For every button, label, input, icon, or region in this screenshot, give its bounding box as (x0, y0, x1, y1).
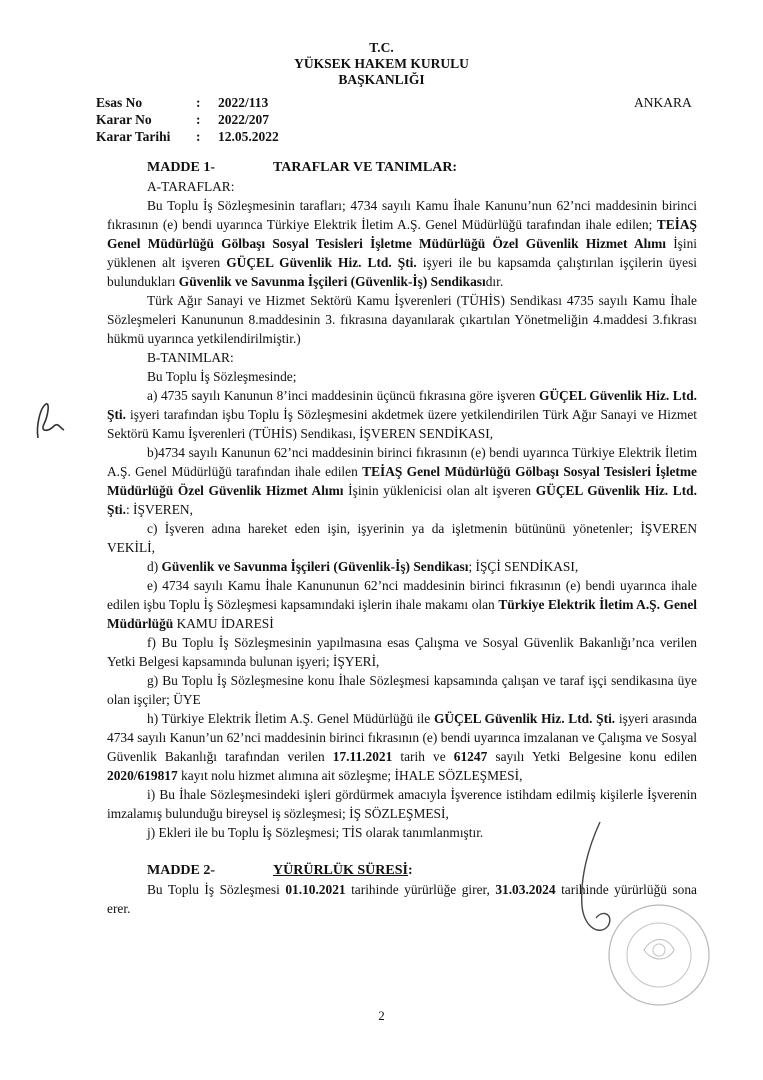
text: d) (147, 559, 162, 574)
definition-h (107, 709, 697, 785)
authority-date: 17.11.2021 (332, 749, 393, 764)
colon: : (196, 129, 201, 144)
tarih-label: Karar Tarihi (96, 129, 171, 144)
esas-label: Esas No (96, 95, 143, 110)
article-2-number: MADDE 2- (147, 863, 216, 878)
authority-name: Türkiye Elektrik İletim A.Ş. Genel Müdürlüğü (107, 597, 697, 631)
tuhis-paragraph: Türk Ağır Sanayi ve Hizmet Sektörü Kamu İşverenleri (TÜHİS) Sendikası 4735 sayılı Kamu İhale Sözleşmeleri Kanununun 8.maddesinin 3. fıkrasına dayanılarak çıkartılan Yönetmeliğin 4.maddesi 3.fıkrası hükmü uyarınca yetkilendirilmiştir.) (107, 293, 697, 346)
section-b-title: B-TANIMLAR: (147, 350, 234, 365)
text: tarihinde yürürlüğe girer, (345, 882, 496, 897)
definition-e (107, 576, 697, 633)
company-name: GÜÇEL Güvenlik Hiz. Ltd. Şti. (433, 711, 616, 726)
text: İşini yüklenen alt işveren (107, 236, 697, 270)
text: işyeri arasında 4734 sayılı Kanun’un 62’nci maddesinin birinci fıkrasının (e) bendi uyarınca imzalanan ve Çalışma ve Sosyal Güvenlik Bakanlığı tarafından verilen (107, 711, 697, 764)
text: dır. (485, 274, 504, 289)
registry-number: 2020/619817 (107, 768, 178, 783)
definition-j: j) Ekleri ile bu Toplu İş Sözleşmesi; TİS olarak tanımlanmıştır. (147, 825, 484, 840)
esas-row (96, 94, 279, 111)
case-metadata (96, 94, 279, 145)
company-name: GÜÇEL Güvenlik Hiz. Ltd. Şti. (107, 483, 697, 517)
city: ANKARA (634, 95, 692, 110)
handwritten-initial (28, 398, 72, 446)
text: e) 4734 sayılı Kamu İhale Kanununun 62’nci maddesinin birinci fıkrasının (e) bendi uyarınca ihale edilen işbu Toplu İş Sözleşmesi kapsamındaki işlerin ihale makamı olan (107, 578, 697, 612)
text: Bu Toplu İş Sözleşmesi (147, 882, 286, 897)
esas-value: 2022/113 (218, 95, 269, 110)
definition-g: g) Bu Toplu İş Sözleşmesine konu İhale Sözleşmesi kapsamında çalışan ve taraf işçi sendikasına üye olan işçiler; ÜYE (107, 673, 697, 707)
header-institution: YÜKSEK HAKEM KURULU (294, 56, 469, 71)
text: işyeri ile bu kapsamda çalıştırılan işçilerin üyesi bulundukları (107, 255, 697, 289)
text: KAMU İDARESİ (173, 616, 274, 631)
text: işyeri tarafından işbu Toplu İş Sözleşmesini akdetmek üzere yetkilendirilen Türk Ağır Sanayi ve Hizmet Sektörü Kamu İşverenleri (TÜHİS) Sendikası, İŞVEREN SENDİKASI, (107, 407, 697, 441)
karar-label: Karar No (96, 112, 152, 127)
tarih-value: 12.05.2022 (218, 129, 279, 144)
tender-name: TEİAŞ Genel Müdürlüğü Gölbaşı Sosyal Tesisleri İşletme Müdürlüğü Özel Güvenlik Hizmet Alımı (107, 217, 697, 251)
definition-a (107, 386, 697, 443)
header-tc: T.C. (369, 40, 394, 55)
karar-row (96, 111, 279, 128)
text: İşinin yüklenicisi olan alt işveren (343, 483, 536, 498)
karar-value: 2022/207 (218, 112, 270, 127)
end-date: 31.03.2024 (495, 882, 556, 897)
tarih-row (96, 128, 279, 145)
document-body (107, 158, 697, 918)
parties-paragraph (107, 196, 697, 291)
definitions-intro: Bu Toplu İş Sözleşmesinde; (147, 369, 297, 384)
text: kayıt nolu hizmet alımına ait sözleşme; İHALE SÖZLEŞMESİ, (177, 768, 523, 783)
text: h) Türkiye Elektrik İletim A.Ş. Genel Müdürlüğü ile (147, 711, 434, 726)
section-a-title: A-TARAFLAR: (147, 179, 235, 194)
text: tarih ve (392, 749, 454, 764)
text: ; İŞÇİ SENDİKASI, (468, 559, 579, 574)
text: tarihinde yürürlüğü sona erer. (107, 882, 698, 916)
company-name: GÜÇEL Güvenlik Hiz. Ltd. Şti. (226, 255, 417, 270)
text: : İŞVEREN, (125, 502, 193, 517)
definition-c: c) İşveren adına hareket eden işin, işyerinin ya da işletmenin bütününü yönetenler; İŞVEREN VEKİLİ, (107, 521, 697, 555)
definition-f: f) Bu Toplu İş Sözleşmesinin yapılmasına esas Çalışma ve Sosyal Güvenlik Bakanlığı’nca verilen Yetki Belgesi kapsamında bulunan işyeri; İŞYERİ, (107, 635, 697, 669)
definition-b (107, 443, 697, 519)
text: b)4734 sayılı Kanunun 62’nci maddesinin birinci fıkrasının (e) bendi uyarınca Türkiye Elektrik İletim A.Ş. Genel Müdürlüğü tarafından ihale edilen (107, 445, 697, 479)
definition-d (107, 557, 697, 576)
text: sayılı Yetki Belgesine konu edilen (487, 749, 697, 764)
article-1-number: MADDE 1- (147, 160, 216, 175)
definition-i: i) Bu İhale Sözleşmesindeki işleri gördürmek amacıyla İşverence istihdam edilmiş kişilerle İşverenin imzalamış bulunduğu bireysel iş sözleşmesi; İŞ SÖZLEŞMESİ, (107, 787, 697, 821)
official-stamp (604, 900, 714, 1010)
tender-name: TEİAŞ Genel Müdürlüğü Gölbaşı Sosyal Tesisleri İşletme Müdürlüğü Özel Güvenlik Hizmet Alımı (107, 464, 697, 498)
header-presidency: BAŞKANLIĞI (338, 72, 425, 87)
page-number: 2 (378, 1008, 385, 1023)
union-name: Güvenlik ve Savunma İşçileri (Güvenlik-İş) Sendikası (178, 274, 486, 289)
colon: : (196, 112, 201, 127)
colon: : (196, 95, 201, 110)
text: Bu Toplu İş Sözleşmesinin tarafları; 4734 sayılı Kamu İhale Kanunu’nun 62’nci maddesinin birinci fıkrasının (e) bendi uyarınca Türkiye Elektrik İletim A.Ş. Genel Müdürlüğü tarafından ihale edilen; (107, 198, 697, 232)
authority-number: 61247 (453, 749, 488, 764)
company-name: GÜÇEL Güvenlik Hiz. Ltd. Şti. (107, 388, 697, 422)
article-2-title: YÜRÜRLÜK SÜRESİ (273, 863, 408, 878)
article-1-heading (147, 158, 697, 177)
text: a) 4735 sayılı Kanunun 8’inci maddesinin üçüncü fıkrasına göre işveren (147, 388, 539, 403)
union-name: Güvenlik ve Savunma İşçileri (Güvenlik-İş) Sendikası (161, 559, 469, 574)
article-1-title: TARAFLAR VE TANIMLAR: (273, 160, 458, 175)
start-date: 01.10.2021 (285, 882, 346, 897)
article-2-colon: : (407, 863, 413, 878)
